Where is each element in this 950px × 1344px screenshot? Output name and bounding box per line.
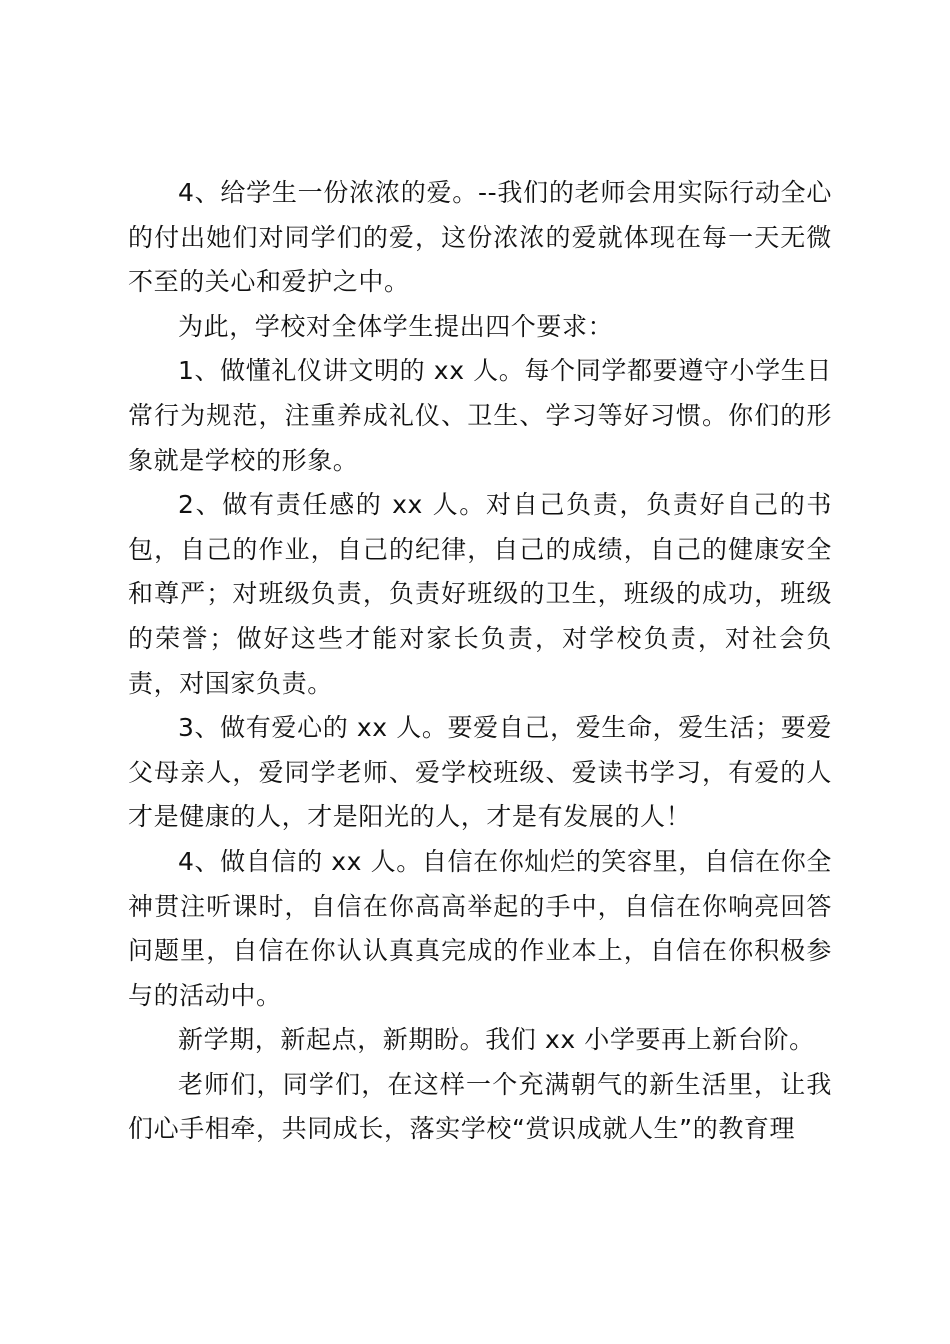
paragraph-new-semester: 新学期，新起点，新期盼。我们 xx 小学要再上新台阶。	[178, 1025, 815, 1055]
paragraph-requirement-confidence: 4、做自信的 xx 人。自信在你灿烂的笑容里，自信在你全神贯注听课时，自信在你高高举起的手中，自信在你响亮回答问题里，自信在你认认真真完成的作业本上，自信在你积极参与的活动中。	[128, 846, 832, 1010]
paragraph-requirement-etiquette: 1、做懂礼仪讲文明的 xx 人。每个同学都要遵守小学生日常行为规范，注重养成礼仪、卫生、学习等好习惯。你们的形象就是学校的形象。	[128, 356, 832, 475]
paragraph-love-for-students: 4、给学生一份浓浓的爱。--我们的老师会用实际行动全心的付出她们对同学们的爱，这份浓浓的爱就体现在每一天无微不至的关心和爱护之中。	[128, 178, 832, 297]
document-body	[128, 171, 832, 1152]
paragraph-requirement-caring: 3、做有爱心的 xx 人。要爱自己，爱生命，爱生活；要爱父母亲人，爱同学老师、爱学校班级、爱读书学习，有爱的人才是健康的人，才是阳光的人，才是有发展的人！	[128, 713, 832, 832]
paragraph-requirement-responsibility: 2、做有责任感的 xx 人。对自己负责，负责好自己的书包，自己的作业，自己的纪律，自己的成绩，自己的健康安全和尊严；对班级负责，负责好班级的卫生，班级的成功，班级的荣誉；做好这些才能对家长负责，对学校负责，对社会负责，对国家负责。	[128, 490, 832, 698]
paragraph-closing: 老师们，同学们，在这样一个充满朝气的新生活里，让我们心手相牵，共同成长，落实学校“赏识成就人生”的教育理	[128, 1069, 832, 1144]
paragraph-four-requirements-intro: 为此，学校对全体学生提出四个要求：	[178, 311, 614, 341]
